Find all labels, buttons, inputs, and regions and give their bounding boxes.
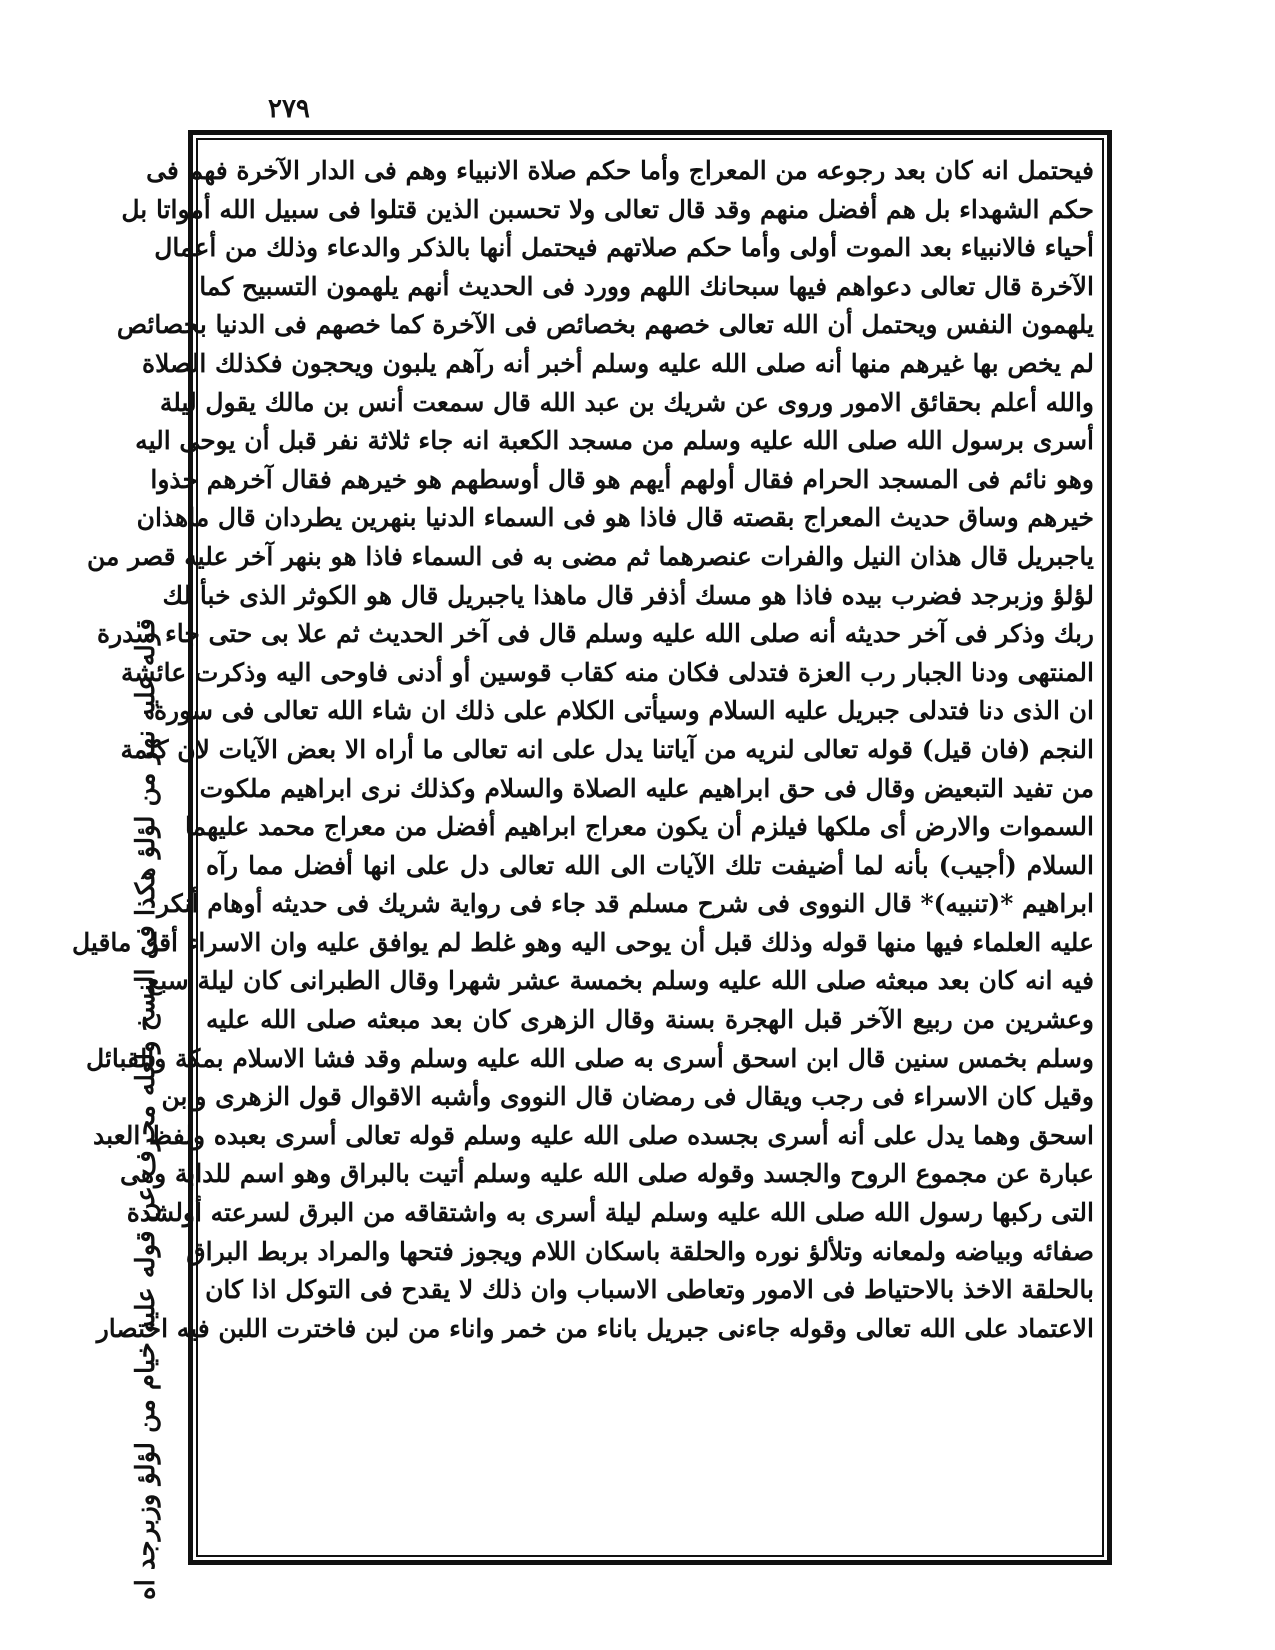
text-line: من تفيد التبعيض وقال فى حق ابراهيم عليه الصلاة والسلام وكذلك نرى ابراهيم ملكوت <box>199 773 1094 803</box>
text-line: السموات والارض أى ملكها فيلزم أن يكون معراج ابراهيم أفضل من معراج محمد عليهما <box>185 812 1094 842</box>
text-line: ابراهيم *(تنبيه)* قال النووى فى شرح مسلم قد جاء فى رواية شريك فى حديثه أوهام أنكر <box>156 889 1094 919</box>
text-line: المنتهى ودنا الجبار رب العزة فتدلى فكان منه كقاب قوسين أو أدنى فاوحى اليه وذكرت عائشة <box>120 657 1094 687</box>
text-line: وعشرين من ربيع الآخر قبل الهجرة بسنة وقال الزهرى كان بعد مبعثه صلى الله عليه <box>206 1005 1094 1035</box>
text-line: يلهمون النفس ويحتمل أن الله تعالى خصهم بخصائص فى الآخرة كما خصهم فى الدنيا بخصائص <box>116 310 1094 340</box>
text-line: فيحتمل انه كان بعد رجوعه من المعراج وأما حكم صلاة الانبياء وهم فى الدار الآخرة فهم فى <box>146 156 1094 185</box>
text-line: حكم الشهداء بل هم أفضل منهم وقد قال تعالى ولا تحسبن الذين قتلوا فى سبيل الله أمواتا بل <box>121 194 1094 224</box>
text-line: أسرى برسول الله صلى الله عليه وسلم من مسجد الكعبة انه جاء ثلاثة نفر قبل أن يوحى اليه <box>135 426 1094 456</box>
text-line: التى ركبها رسول الله صلى الله عليه وسلم ليلة أسرى به واشتقاقه من البرق لسرعته أولشدة <box>126 1198 1094 1228</box>
text-line: النجم (فان قيل) قوله تعالى لنريه من آياتنا يدل على انه تعالى ما أراه الا بعض الآيات لان كلمة <box>120 734 1094 764</box>
text-line: عليه العلماء فيها منها قوله وذلك قبل أن يوحى اليه وهو غلط لم يوافق عليه وان الاسراء أقل ماقيل <box>72 927 1094 957</box>
text-line: ياجبريل قال هذان النيل والفرات عنصرهما ثم مضى به فى السماء فاذا هو بنهر آخر عليه قصر من <box>87 541 1094 571</box>
text-line: لؤلؤ وزبرجد فضرب بيده فاذا هو مسك أذفر قال ماهذا ياجبريل قال هو الكوثر الذى خبأ لك <box>162 580 1094 610</box>
margin-note: قوله عليه نهر من لؤلؤ هكذا فى النسخ ولعله محرف عن قوله عليه خيام من لؤلؤ وزبرجد اه <box>131 618 161 1600</box>
text-line: الآخرة قال تعالى دعواهم فيها سبحانك اللهم وورد فى الحديث أنهم يلهمون التسبيح كما <box>199 271 1094 301</box>
text-line: والله أعلم بحقائق الامور وروى عن شريك بن عبد الله قال سمعت أنس بن مالك يقول ليلة <box>159 387 1094 417</box>
text-line: الاعتماد على الله تعالى وقوله جاءنى جبريل باناء من خمر واناء من لبن فاخترت اللبن فيه اختصار <box>96 1313 1094 1343</box>
text-line: عبارة عن مجموع الروح والجسد وقوله صلى الله عليه وسلم أتيت بالبراق وهو اسم للدابة وهى <box>120 1159 1094 1189</box>
text-line: صفائه وبياضه ولمعانه وتلألؤ نوره والحلقة باسكان اللام ويجوز فتحها والمراد بربط البراق <box>186 1236 1094 1266</box>
text-line: اسحق وهما يدل على أنه أسرى بجسده صلى الله عليه وسلم قوله تعالى أسرى بعبده ولفظ العبد <box>93 1120 1094 1150</box>
text-line: وقيل كان الاسراء فى رجب ويقال فى رمضان قال النووى وأشبه الاقوال قول الزهرى وابن <box>161 1082 1094 1112</box>
text-line: أحياء فالانبياء بعد الموت أولى وأما حكم صلاتهم فيحتمل أنها بالذكر والدعاء وذلك من أعمال <box>154 233 1094 263</box>
text-line: السلام (أجيب) بأنه لما أضيفت تلك الآيات الى الله تعالى دل على انها أفضل مما رآه <box>206 850 1094 880</box>
text-line: ان الذى دنا فتدلى جبريل عليه السلام وسيأتى الكلام على ذلك ان شاء الله تعالى فى سورة <box>153 696 1094 726</box>
text-line: بالحلقة الاخذ بالاحتياط فى الامور وتعاطى الاسباب وان ذلك لا يقدح فى التوكل اذا كان <box>205 1275 1094 1305</box>
page-number: ٢٧٩ <box>268 94 310 124</box>
text-line: وهو نائم فى المسجد الحرام فقال أولهم أيهم هو قال أوسطهم هو خيرهم فقال آخرهم خذوا <box>150 464 1094 494</box>
text-line: فيه انه كان بعد مبعثه صلى الله عليه وسلم بخمسة عشر شهرا وقال الطبرانى كان ليلة سبع <box>146 966 1094 996</box>
text-line: وسلم بخمس سنين قال ابن اسحق أسرى به صلى الله عليه وسلم وقد فشا الاسلام بمكة والقبائل <box>85 1043 1094 1073</box>
text-line: لم يخص بها غيرهم منها أنه صلى الله عليه وسلم أخبر أنه رآهم يلبون ويحجون فكذلك الصلاة <box>142 348 1094 378</box>
text-line: ربك وذكر فى آخر حديثه أنه صلى الله عليه وسلم قال فى آخر الحديث ثم علا بى حتى جاء سدرة <box>97 619 1094 649</box>
text-line: خيرهم وساق حديث المعراج بقصته قال فاذا هو فى السماء الدنيا بنهرين يطردان قال ماهذان <box>136 503 1094 533</box>
